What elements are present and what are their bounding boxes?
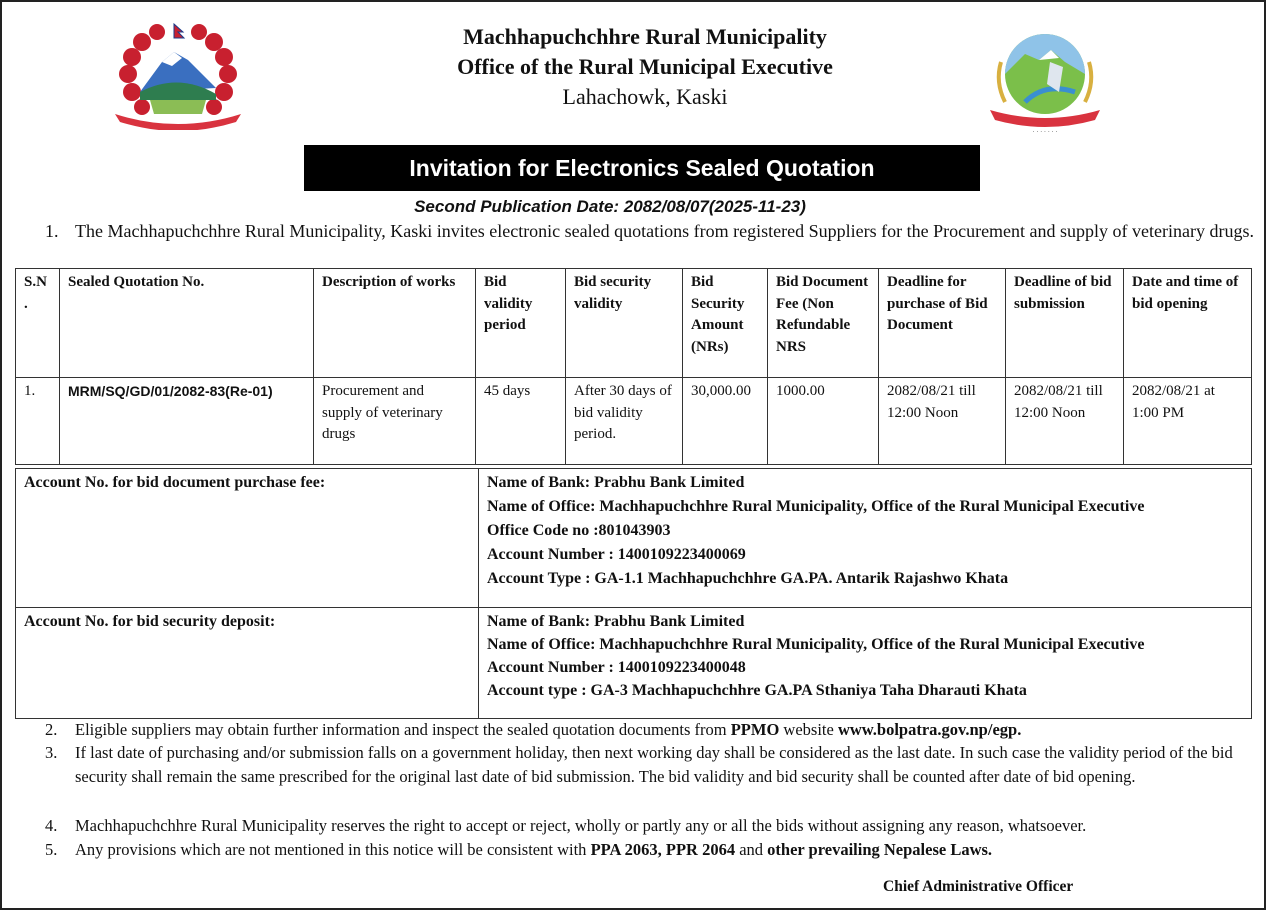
account-details xyxy=(479,608,1252,719)
bank-name: Name of Bank: Prabhu Bank Limited xyxy=(487,474,745,491)
cell-doc-fee: 1000.00 xyxy=(768,378,879,465)
publication-date: Second Publication Date: 2082/08/07(2025-11-23) xyxy=(414,197,806,216)
col-header-doc-fee: Bid Document Fee (Non Refundable NRS xyxy=(768,269,879,378)
cell-opening: 2082/08/21 at 1:00 PM xyxy=(1124,378,1252,465)
clause-number: 4. xyxy=(45,816,58,835)
clause-2 xyxy=(45,718,1255,742)
svg-text:· · · · · · ·: · · · · · · · xyxy=(1032,129,1058,136)
cell-purchase-deadline: 2082/08/21 till 12:00 Noon xyxy=(879,378,1006,465)
quotation-table xyxy=(15,268,1252,465)
col-header-opening: Date and time of bid opening xyxy=(1124,269,1252,378)
cell-security-validity: After 30 days of bid validity period. xyxy=(566,378,683,465)
office-name: Name of Office: Machhapuchchhre Rural Municipality, Office of the Rural Municipal Executive xyxy=(487,636,1145,653)
clause-text: Eligible suppliers may obtain further information and inspect the sealed quotation documents from PPMO website www.bolpatra.gov.np/egp. xyxy=(75,720,1022,739)
account-number: Account Number : 1400109223400048 xyxy=(487,659,746,676)
office-location: Lahachowk, Kaski xyxy=(562,84,728,109)
signatory: Chief Administrative Officer xyxy=(883,878,1074,895)
clause-text: Machhapuchchhre Rural Municipality reserves the right to accept or reject, wholly or partly any or all the bids without assigning any reason, whatsoever. xyxy=(75,816,1087,835)
table-row xyxy=(16,378,1252,465)
clause-number: 5. xyxy=(45,840,58,859)
account-type: Account type : GA-3 Machhapuchchhre GA.PA Sthaniya Taha Dharauti Khata xyxy=(487,682,1027,699)
nepal-government-emblem-icon xyxy=(110,22,246,130)
col-header-quotation-no: Sealed Quotation No. xyxy=(60,269,314,378)
account-label: Account No. for bid security deposit: xyxy=(16,608,479,719)
office-code: Office Code no :801043903 xyxy=(487,522,671,539)
col-header-bid-validity: Bid validity period xyxy=(476,269,566,378)
cell-quotation-no: MRM/SQ/GD/01/2082-83(Re-01) xyxy=(60,378,314,465)
account-row-security-deposit xyxy=(16,608,1252,719)
clause-text: If last date of purchasing and/or submission falls on a government holiday, then next working day shall be considered as the last date. In such case the validity period of the bid security shall remain the same prescribed for the original last date of bid submission. The bid validity and bid security shall be counted after date of bid opening. xyxy=(75,743,1233,786)
col-header-submission-deadline: Deadline of bid submission xyxy=(1006,269,1124,378)
notice-title: Invitation for Electronics Sealed Quotation xyxy=(304,145,980,191)
table-header-row xyxy=(16,269,1252,378)
account-label: Account No. for bid document purchase fee: xyxy=(16,469,479,608)
cell-security-amount: 30,000.00 xyxy=(683,378,768,465)
clause-3 xyxy=(45,741,1255,789)
col-header-security-amount: Bid Security Amount (NRs) xyxy=(683,269,768,378)
account-number: Account Number : 1400109223400069 xyxy=(487,546,746,563)
col-header-description: Description of works xyxy=(314,269,476,378)
intro-clause xyxy=(45,220,1255,266)
cell-submission-deadline: 2082/08/21 till 12:00 Noon xyxy=(1006,378,1124,465)
office-name: Name of Office: Machhapuchchhre Rural Municipality, Office of the Rural Municipal Executive xyxy=(487,498,1145,515)
clause-number: 3. xyxy=(45,743,58,762)
cell-sn: 1. xyxy=(16,378,60,465)
col-header-sn: S.N . xyxy=(16,269,60,378)
account-type: Account Type : GA-1.1 Machhapuchchhre GA.PA. Antarik Rajashwo Khata xyxy=(487,570,1009,587)
bank-accounts-table xyxy=(15,468,1252,719)
bank-name: Name of Bank: Prabhu Bank Limited xyxy=(487,613,745,630)
clause-text: Any provisions which are not mentioned in this notice will be consistent with PPA 2063, PPR 2064 and other prevailing Nepalese Laws. xyxy=(75,840,993,859)
clause-4 xyxy=(45,814,1255,838)
bolpatra-link[interactable]: www.bolpatra.gov.np/egp. xyxy=(837,720,1022,739)
cell-description: Procurement and supply of veterinary drugs xyxy=(314,378,476,465)
account-details xyxy=(479,469,1252,608)
clause-number: 1. xyxy=(45,221,59,241)
machhapuchchhre-municipality-logo-icon xyxy=(985,22,1105,137)
cell-bid-validity: 45 days xyxy=(476,378,566,465)
col-header-purchase-deadline: Deadline for purchase of Bid Document xyxy=(879,269,1006,378)
clause-text: The Machhapuchchhre Rural Municipality, Kaski invites electronic sealed quotations from registered Suppliers for the Procurement and supply of veterinary drugs. xyxy=(75,221,1254,241)
col-header-security-validity: Bid security validity xyxy=(566,269,683,378)
clause-5 xyxy=(45,838,1255,862)
organization-name: Machhapuchchhre Rural Municipality xyxy=(463,24,827,49)
clause-number: 2. xyxy=(45,720,58,739)
office-name: Office of the Rural Municipal Executive xyxy=(457,54,833,79)
account-row-purchase-fee xyxy=(16,469,1252,608)
